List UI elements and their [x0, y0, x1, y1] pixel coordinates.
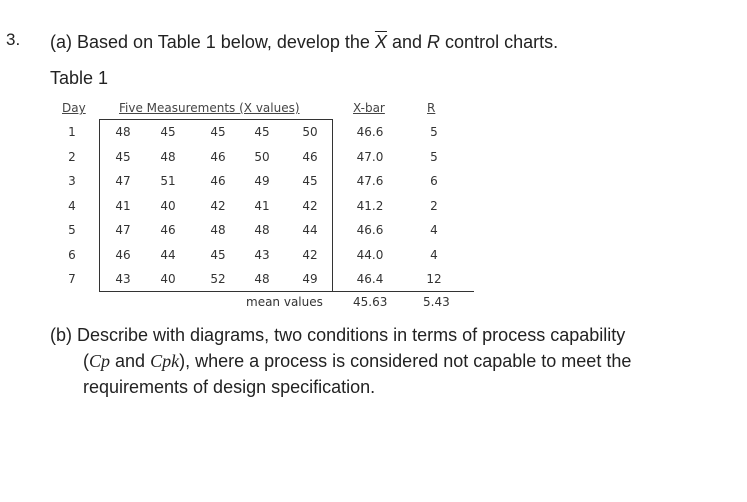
measurement-cell: 40 — [160, 272, 176, 286]
measurement-cell: 45 — [115, 149, 131, 164]
box-top-border — [99, 119, 333, 120]
day-cell: 4 — [68, 198, 76, 213]
measurement-cell: 45 — [302, 174, 318, 188]
measurement-cell: 48 — [160, 149, 176, 164]
measurement-cell: 46 — [302, 149, 318, 164]
box-left-border — [99, 119, 100, 292]
day-cell: 7 — [68, 272, 76, 286]
part-a-and: and — [391, 32, 423, 52]
part-a-text-after: control charts. — [445, 32, 559, 52]
measurement-cell: 44 — [302, 223, 318, 237]
measurement-cell: 45 — [160, 125, 176, 139]
xbar-cell: 41.2 — [356, 198, 384, 213]
measurement-cell: 43 — [115, 272, 131, 286]
xbar-cell: 44.0 — [356, 247, 384, 262]
day-cell: 3 — [68, 174, 76, 188]
measurement-cell: 47 — [115, 223, 131, 237]
measurement-cell: 51 — [160, 174, 176, 188]
measurement-cell: 48 — [115, 125, 131, 139]
cp-symbol: Cp — [89, 351, 111, 371]
measurement-cell: 42 — [302, 198, 318, 213]
measurement-cell: 40 — [160, 198, 176, 213]
xbar-cell: 46.6 — [356, 223, 384, 237]
xbar-cell: 47.6 — [356, 174, 384, 188]
day-cell: 5 — [68, 223, 76, 237]
question-number: 3. — [6, 30, 21, 49]
measurement-cell: 49 — [254, 174, 270, 188]
measurement-cell: 48 — [254, 223, 270, 237]
r-cell: 2 — [430, 198, 438, 213]
r-cell: 5 — [430, 149, 438, 164]
measurement-cell: 46 — [210, 149, 226, 164]
measurement-cell: 45 — [210, 247, 226, 262]
day-cell: 2 — [68, 149, 76, 164]
measurement-cell: 42 — [210, 198, 226, 213]
part-a-label: (a) — [50, 32, 72, 52]
day-cell: 1 — [68, 125, 76, 139]
part-b-line1: Describe with diagrams, two conditions in terms of process capability — [77, 325, 626, 345]
measurement-cell: 50 — [254, 149, 270, 164]
measurement-cell: 48 — [254, 272, 270, 286]
part-b-label: (b) — [50, 325, 72, 345]
measurement-cell: 43 — [254, 247, 270, 262]
part-b-line2: ), where a process is considered not capable to meet the — [179, 351, 632, 371]
box-right-border — [332, 119, 333, 292]
measurement-cell: 41 — [115, 198, 131, 213]
box-bottom-border — [99, 291, 474, 292]
part-b-line3: requirements of design specification. — [83, 377, 376, 397]
header-measurements: Five Measurements (X values) — [119, 101, 300, 115]
xbar-cell: 46.4 — [356, 272, 384, 286]
cpk-symbol: Cpk — [150, 351, 180, 371]
r-cell: 5 — [430, 125, 438, 139]
part-a-text-before: Based on Table 1 below, develop the — [77, 32, 370, 52]
part-a-text — [50, 32, 558, 53]
xbar-symbol: $\overline{X}$ — [374, 32, 387, 52]
xbar-cell: 47.0 — [356, 149, 384, 164]
measurement-cell: 42 — [302, 247, 318, 262]
measurement-cell: 48 — [210, 223, 226, 237]
header-day: Day — [62, 101, 86, 115]
part-b-and: and — [115, 351, 146, 371]
mean-r: 5.43 — [423, 295, 450, 309]
measurement-cell: 46 — [115, 247, 131, 262]
xbar-cell: 46.6 — [356, 125, 384, 139]
measurement-cell: 45 — [254, 125, 270, 139]
measurement-cell: 47 — [115, 174, 131, 188]
measurement-cell: 45 — [210, 125, 226, 139]
part-b-text: (b) Describe with diagrams, two conditions in terms of process capability (Cp and Cpk), where a process is considered not capable to meet the requirements of design specification. — [50, 325, 632, 397]
measurement-cell: 49 — [302, 272, 318, 286]
mean-values-label: mean values — [246, 295, 323, 309]
r-cell: 6 — [430, 174, 438, 188]
measurement-cell: 50 — [302, 125, 318, 139]
r-cell: 12 — [426, 272, 442, 286]
r-cell: 4 — [430, 223, 438, 237]
table-label: Table 1 — [50, 68, 109, 88]
measurement-cell: 46 — [210, 174, 226, 188]
header-xbar: X-bar — [353, 101, 385, 115]
measurement-cell: 44 — [160, 247, 176, 262]
r-symbol: R — [427, 32, 441, 52]
measurement-cell: 46 — [160, 223, 176, 237]
r-cell: 4 — [430, 247, 438, 262]
measurement-cell: 52 — [210, 272, 226, 286]
mean-xbar: 45.63 — [353, 295, 388, 309]
header-r: R — [427, 101, 436, 115]
day-cell: 6 — [68, 247, 76, 262]
measurement-cell: 41 — [254, 198, 270, 213]
